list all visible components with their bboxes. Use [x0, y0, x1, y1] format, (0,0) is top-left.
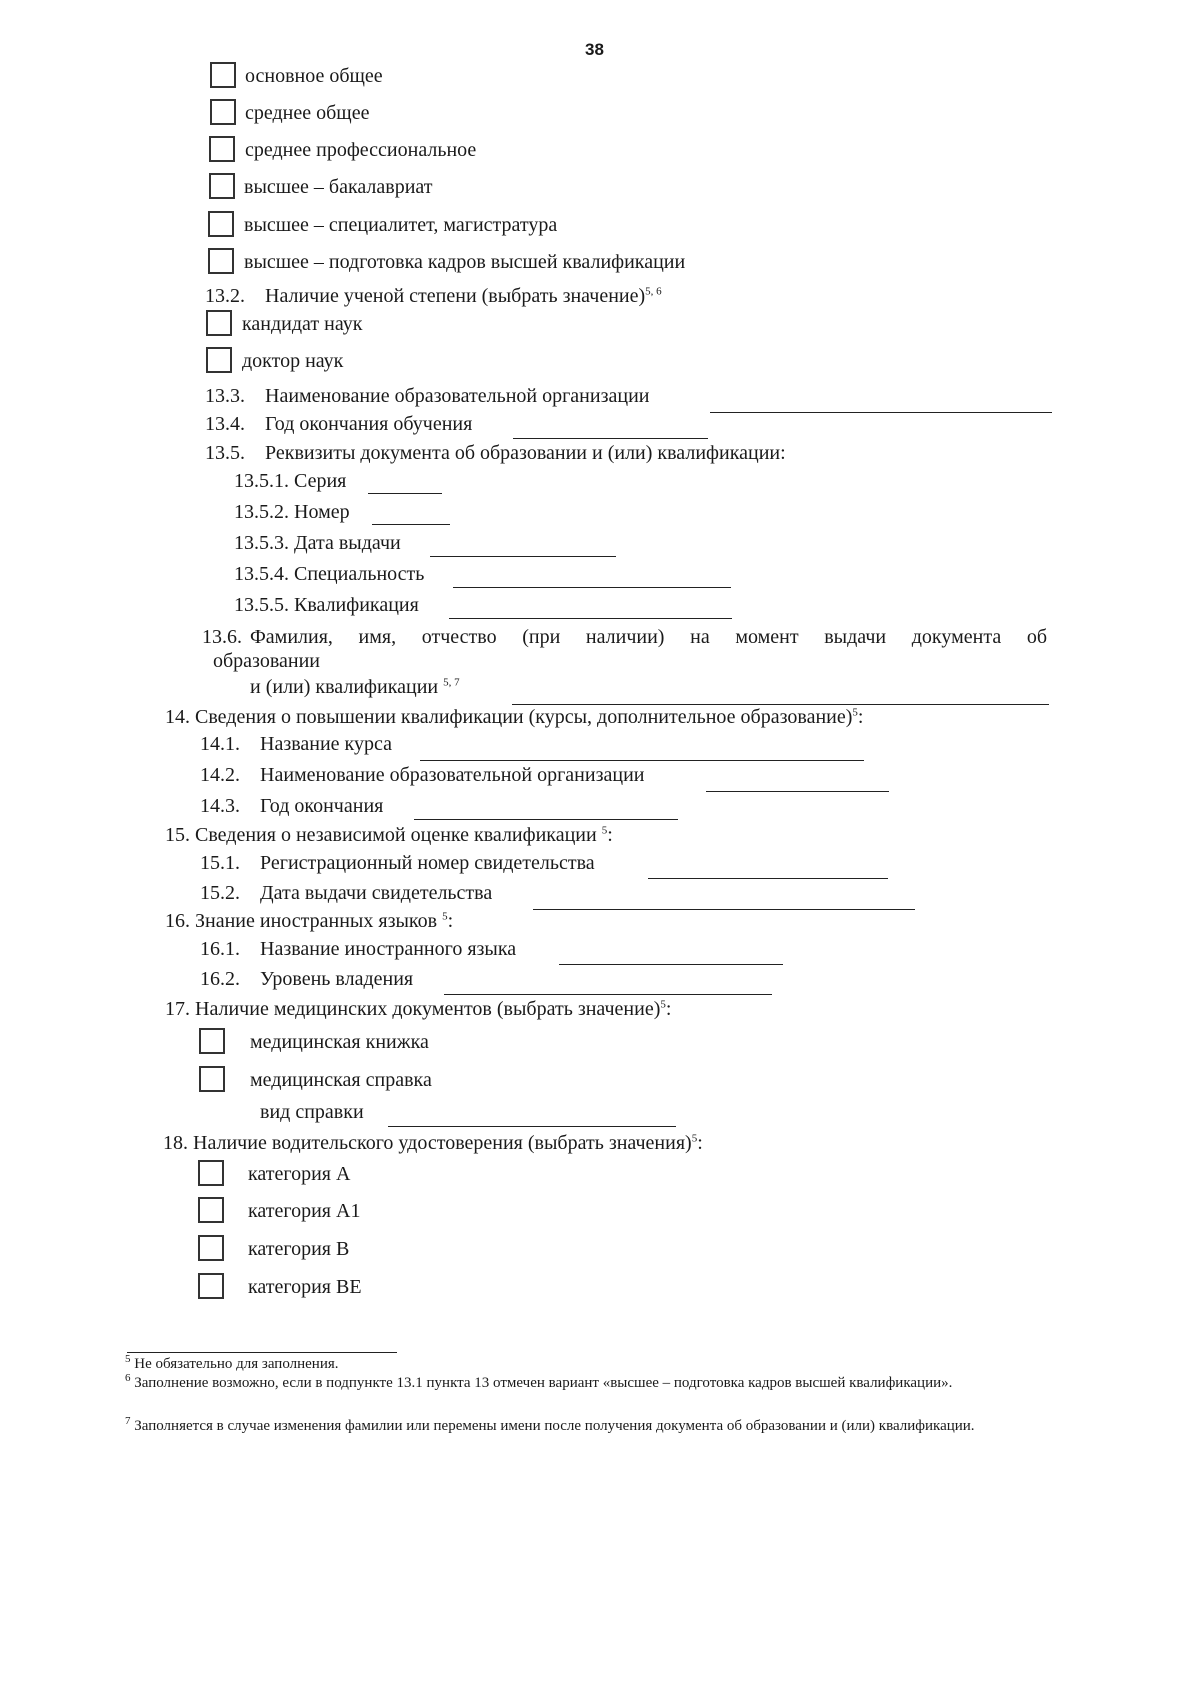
- item-number: 15.2.: [200, 882, 240, 904]
- section-15-heading: [165, 824, 613, 847]
- item-number: 16.2.: [200, 968, 240, 990]
- checkbox-education-specialist-master[interactable]: [208, 211, 234, 237]
- item-number: 13.5.: [205, 442, 245, 464]
- word: наличии): [585, 626, 665, 648]
- item-number: 14.2.: [200, 764, 240, 786]
- footnote-text: Заполняется в случае изменения фамилии или перемены имени после получения документа об образовании и (или) квалификации.: [134, 1418, 975, 1434]
- doc-number-field[interactable]: [372, 524, 450, 525]
- checkbox-license-be[interactable]: [198, 1273, 224, 1299]
- section-title: 14. Сведения о повышении квалификации (курсы, дополнительное образование): [165, 706, 853, 728]
- punctuation: :: [697, 1132, 703, 1154]
- course-year-field[interactable]: [414, 819, 678, 820]
- checkbox-label: среднее профессиональное: [245, 139, 477, 161]
- course-name-field[interactable]: [420, 760, 864, 761]
- qualification-field[interactable]: [449, 618, 732, 619]
- item-number: 13.6.: [202, 626, 242, 648]
- checkbox-label: высшее – специалитет, магистратура: [244, 214, 558, 236]
- item-label: Дата выдачи свидетельства: [260, 882, 493, 904]
- item-label: Наличие ученой степени (выбрать значение): [265, 285, 646, 307]
- item-13-6-line2: образовании: [213, 650, 321, 672]
- checkbox-license-b[interactable]: [198, 1235, 224, 1261]
- certificate-date-field[interactable]: [533, 909, 915, 910]
- footnote-text: Не обязательно для заполнения.: [134, 1356, 339, 1372]
- item-number: 13.4.: [205, 413, 245, 435]
- checkbox-doctor-of-sciences[interactable]: [206, 347, 232, 373]
- item-number: 14.3.: [200, 795, 240, 817]
- language-name-field[interactable]: [559, 964, 783, 965]
- footnote-ref: 5: [691, 1132, 698, 1145]
- word: на: [690, 626, 710, 648]
- item-number: 15.1.: [200, 852, 240, 874]
- punctuation: :: [857, 706, 864, 728]
- item-label: Уровень владения: [260, 968, 414, 990]
- footnote-ref: 5: [660, 998, 666, 1011]
- checkbox-education-secondary-professional[interactable]: [209, 136, 235, 162]
- item-number: 13.2.: [205, 285, 245, 307]
- item-14-1: [200, 733, 392, 756]
- footnote-text: Заполнение возможно, если в подпункте 13.1 пункта 13 отмечен вариант «высшее – подготовка кадров высшей квалификации».: [134, 1375, 953, 1391]
- checkbox-license-a[interactable]: [198, 1160, 224, 1186]
- name-at-issue-field[interactable]: [512, 704, 1049, 705]
- checkbox-label: медицинская справка: [250, 1069, 432, 1091]
- checkbox-medical-book[interactable]: [199, 1028, 225, 1054]
- medical-certificate-kind-label: вид справки: [260, 1101, 364, 1123]
- footnote-ref: 5: [852, 706, 858, 719]
- item-15-2: [200, 882, 492, 905]
- doc-series-field[interactable]: [368, 493, 442, 494]
- item-number: 13.3.: [205, 385, 245, 407]
- checkbox-label: категория A1: [248, 1200, 361, 1222]
- footnote-5: [125, 1353, 1050, 1373]
- word: имя,: [358, 626, 397, 648]
- item-13-2: [205, 285, 662, 308]
- item-13-5-4: 13.5.4. Специальность: [234, 563, 425, 585]
- section-title: 18. Наличие водительского удостоверения (выбрать значения): [163, 1132, 692, 1154]
- footnote-ref: 5: [601, 824, 608, 837]
- item-label: и (или) квалификации: [250, 676, 439, 698]
- section-title: 17. Наличие медицинских документов (выбрать значение): [165, 998, 661, 1020]
- section-title: 15. Сведения о независимой оценке квалификации: [165, 824, 597, 846]
- certificate-number-field[interactable]: [648, 878, 888, 879]
- item-13-5-3: 13.5.3. Дата выдачи: [234, 532, 401, 554]
- section-18-heading: [163, 1132, 703, 1155]
- item-label: Наименование образовательной организации: [265, 385, 650, 407]
- checkbox-education-secondary-general[interactable]: [210, 99, 236, 125]
- footnote-7: [125, 1415, 1050, 1435]
- footnote-6: [125, 1372, 1050, 1392]
- checkbox-education-bachelor[interactable]: [209, 173, 235, 199]
- word: документа: [911, 626, 1002, 648]
- item-label: Год окончания обучения: [265, 413, 473, 435]
- checkbox-label: кандидат наук: [242, 313, 363, 335]
- checkbox-label: доктор наук: [242, 350, 344, 372]
- item-14-2: [200, 764, 644, 787]
- punctuation: :: [447, 910, 454, 932]
- footnote-ref: 5, 6: [645, 285, 662, 298]
- word: отчество: [421, 626, 497, 648]
- item-label: Наименование образовательной организации: [260, 764, 645, 786]
- item-16-1: [200, 938, 516, 961]
- footnote-mark: 5: [125, 1353, 131, 1365]
- item-label: Название иностранного языка: [260, 938, 517, 960]
- word: (при: [522, 626, 561, 648]
- graduation-year-field[interactable]: [513, 438, 708, 439]
- checkbox-label: среднее общее: [245, 102, 370, 124]
- punctuation: :: [665, 998, 672, 1020]
- item-15-1: [200, 852, 595, 875]
- footnote-ref: 5: [442, 910, 448, 923]
- item-16-2: [200, 968, 413, 991]
- specialty-field[interactable]: [453, 587, 731, 588]
- checkbox-label: медицинская книжка: [250, 1031, 429, 1053]
- checkbox-education-higher-qualification[interactable]: [208, 248, 234, 274]
- checkbox-label: категория B: [248, 1238, 350, 1260]
- item-13-5: [205, 442, 786, 465]
- item-number: 14.1.: [200, 733, 240, 755]
- punctuation: :: [607, 824, 613, 846]
- medical-certificate-kind-field[interactable]: [388, 1126, 676, 1127]
- item-13-6-line3: [250, 676, 460, 699]
- footnote-mark: 7: [125, 1415, 131, 1427]
- item-label: Регистрационный номер свидетельства: [260, 852, 595, 874]
- checkbox-label: высшее – подготовка кадров высшей квалификации: [244, 251, 686, 273]
- item-13-6-line1: [250, 626, 1047, 649]
- word: Фамилия,: [250, 626, 333, 648]
- item-number: 16.1.: [200, 938, 240, 960]
- section-17-heading: [165, 998, 671, 1021]
- item-13-4: [205, 413, 472, 436]
- section-14-heading: [165, 706, 863, 729]
- checkbox-label: категория A: [248, 1163, 351, 1185]
- item-label: Название курса: [260, 733, 392, 755]
- footnote-separator: [127, 1352, 397, 1353]
- checkbox-education-basic-general[interactable]: [210, 62, 236, 88]
- checkbox-label: высшее – бакалавриат: [244, 176, 433, 198]
- checkbox-medical-certificate[interactable]: [199, 1066, 225, 1092]
- item-13-3: [205, 385, 649, 408]
- item-label: Год окончания: [260, 795, 384, 817]
- item-13-5-2: 13.5.2. Номер: [234, 501, 350, 523]
- course-org-field[interactable]: [706, 791, 889, 792]
- language-level-field[interactable]: [444, 994, 772, 995]
- item-14-3: [200, 795, 383, 818]
- checkbox-license-a1[interactable]: [198, 1197, 224, 1223]
- doc-issue-date-field[interactable]: [430, 556, 616, 557]
- item-13-5-5: 13.5.5. Квалификация: [234, 594, 419, 616]
- word: выдачи: [824, 626, 887, 648]
- page-number: 38: [585, 40, 604, 59]
- section-16-heading: [165, 910, 453, 933]
- checkbox-label: категория BE: [248, 1276, 362, 1298]
- footnote-mark: 6: [125, 1372, 131, 1384]
- section-title: 16. Знание иностранных языков: [165, 910, 438, 932]
- checkbox-label: основное общее: [245, 65, 383, 87]
- footnote-ref: 5, 7: [443, 676, 460, 689]
- item-13-5-1: 13.5.1. Серия: [234, 470, 347, 492]
- checkbox-candidate-of-sciences[interactable]: [206, 310, 232, 336]
- item-label: Реквизиты документа об образовании и (или) квалификации:: [265, 442, 786, 464]
- word: об: [1026, 626, 1048, 648]
- word: момент: [735, 626, 799, 648]
- org-name-field[interactable]: [710, 412, 1052, 413]
